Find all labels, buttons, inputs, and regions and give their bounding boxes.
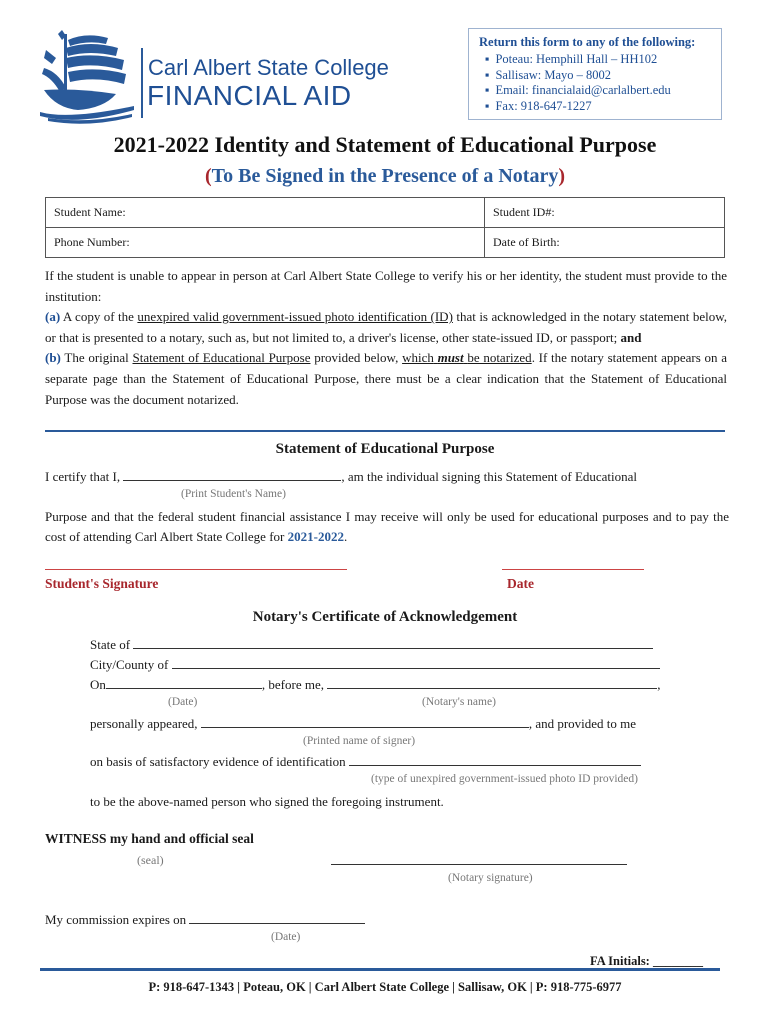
student-id-field[interactable]: Student ID#: [485, 198, 725, 228]
print-name-hint: (Print Student's Name) [181, 488, 286, 500]
notary-signature-line[interactable] [331, 864, 627, 865]
intro-paragraph: If the student is unable to appear in person at Carl Albert State College to verify his or her identity, the student must provide to the institution: (a) A copy of the unexpired valid government-issued photo identification (ID) that is acknowledged in the notary statement below, or that is presented to a notary, such as, but not limited to, a driver's license, other state-issued ID, or passport; and (b) The original Statement of Educational Purpose provided below, which must be notarized. If the notary statement appears on a separate page than the Statement of Educational Purpose, there must be a clear indication that the Statement of Educational Purpose was the document notarized. [45, 268, 728, 407]
date-label: Date [507, 576, 534, 591]
date-hint: (Date) [168, 696, 198, 708]
return-list [479, 52, 721, 114]
statement-heading: Statement of Educational Purpose [275, 441, 495, 457]
form-subtitle: (To Be Signed in the Presence of a Notary) [205, 165, 565, 187]
return-item-fax: ▪ Fax: 918-647-1227 [485, 99, 721, 115]
witness-label: WITNESS my hand and official seal [45, 831, 254, 846]
footer-contact: P: 918-647-1343 | Poteau, OK | Carl Albert State College | Sallisaw, OK | P: 918-775-6977 [148, 980, 622, 994]
student-signature-label: Student's Signature [45, 576, 159, 591]
form-title: 2021-2022 Identity and Statement of Educational Purpose [113, 132, 657, 157]
commission-date-blank[interactable] [189, 911, 365, 924]
commission-date-hint: (Date) [271, 931, 301, 943]
purpose-paragraph: Purpose and that the federal student financial assistance I may receive will only be used for educational purposes and to pay the cost of attending Carl Albert State College for 2021-2022. [45, 509, 729, 544]
state-blank[interactable] [133, 636, 653, 649]
return-item-poteau: ▪ Poteau: Hemphill Hall – HH102 [485, 52, 721, 68]
city-county-blank[interactable] [172, 656, 660, 669]
student-name-field[interactable]: Student Name: [46, 198, 485, 228]
notary-name-hint: (Notary's name) [422, 696, 496, 708]
date-signature-line[interactable] [502, 569, 644, 570]
id-type-hint: (type of unexpired government-issued photo ID provided) [371, 773, 638, 785]
printed-name-hint: (Printed name of signer) [303, 735, 416, 747]
student-signature-line[interactable] [45, 569, 347, 570]
fa-initials: FA Initials: ________ [590, 954, 703, 968]
return-item-sallisaw: ▪ Sallisaw: Mayo – 8002 [485, 68, 721, 84]
basis-line: on basis of satisfactory evidence of identification [90, 752, 690, 772]
certify-line: I certify that I, , am the individual signing this Statement of Educational [45, 469, 638, 484]
commission-line: My commission expires on [45, 910, 365, 930]
seal-label: (seal) [137, 853, 164, 867]
on-date-line: On , before me, , [90, 677, 661, 692]
return-item-email: ▪ Email: financialaid@carlalbert.edu [485, 83, 721, 99]
return-info-box [468, 28, 722, 120]
signer-name-blank[interactable] [201, 715, 529, 728]
above-named-line: to be the above-named person who signed the foregoing instrument. [90, 794, 444, 809]
department-name: FINANCIAL AID [147, 80, 352, 111]
personally-appeared-line: personally appeared, , and provided to me [90, 716, 637, 731]
notary-name-blank[interactable] [327, 676, 657, 689]
notary-heading: Notary's Certificate of Acknowledgement [252, 609, 518, 625]
id-type-blank[interactable] [349, 753, 641, 766]
print-name-blank[interactable] [123, 468, 341, 481]
footer-divider [40, 968, 720, 971]
section-divider [45, 430, 725, 432]
city-county-line: City/County of [90, 655, 690, 675]
notary-signature-hint: (Notary signature) [448, 872, 533, 884]
student-info-table [45, 197, 725, 258]
brand-divider [141, 48, 143, 118]
notary-date-blank[interactable] [106, 676, 262, 689]
return-title: Return this form to any of the following: [479, 35, 696, 49]
date-of-birth-field[interactable]: Date of Birth: [485, 228, 725, 258]
college-ship-logo [38, 28, 138, 126]
college-name: Carl Albert State College [148, 55, 389, 80]
phone-number-field[interactable]: Phone Number: [46, 228, 485, 258]
state-line: State of [90, 635, 690, 655]
